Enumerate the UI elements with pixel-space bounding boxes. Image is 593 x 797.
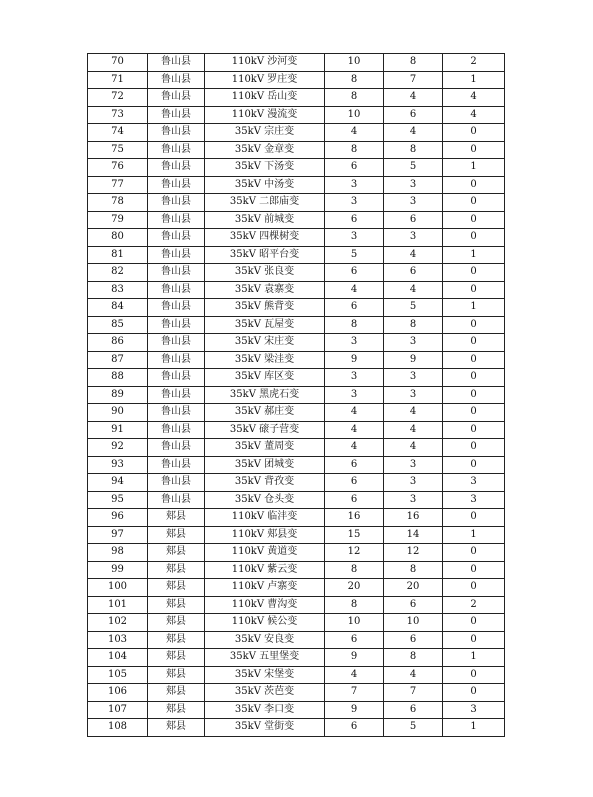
county-cell: 鲁山县 (148, 159, 205, 177)
value-c-cell: 1 (443, 246, 505, 264)
row-number-cell: 103 (88, 631, 148, 649)
substation-cell: 35kV 二郎庙变 (205, 194, 325, 212)
value-b-cell: 20 (384, 579, 443, 597)
value-b-cell: 5 (384, 159, 443, 177)
value-b-cell: 3 (384, 456, 443, 474)
table-row (88, 124, 505, 142)
value-a-cell: 16 (325, 509, 384, 527)
county-cell: 郏县 (148, 596, 205, 614)
substation-cell: 35kV 仓头变 (205, 491, 325, 509)
row-number-cell: 99 (88, 561, 148, 579)
substation-cell: 35kV 梁洼变 (205, 351, 325, 369)
value-a-cell: 10 (325, 54, 384, 72)
value-b-cell: 3 (384, 474, 443, 492)
substation-cell: 110kV 候公变 (205, 614, 325, 632)
table-row (88, 369, 505, 387)
value-c-cell: 0 (443, 509, 505, 527)
substation-cell: 35kV 袁寨变 (205, 281, 325, 299)
county-cell: 郏县 (148, 666, 205, 684)
row-number-cell: 75 (88, 141, 148, 159)
value-c-cell: 0 (443, 544, 505, 562)
value-c-cell: 4 (443, 106, 505, 124)
row-number-cell: 82 (88, 264, 148, 282)
row-number-cell: 98 (88, 544, 148, 562)
value-b-cell: 6 (384, 264, 443, 282)
substation-cell: 35kV 安良变 (205, 631, 325, 649)
value-a-cell: 6 (325, 719, 384, 737)
table-row (88, 386, 505, 404)
value-c-cell: 0 (443, 281, 505, 299)
value-a-cell: 6 (325, 491, 384, 509)
value-c-cell: 0 (443, 666, 505, 684)
table-row (88, 194, 505, 212)
value-a-cell: 5 (325, 246, 384, 264)
table-row (88, 334, 505, 352)
value-b-cell: 4 (384, 666, 443, 684)
table-row (88, 246, 505, 264)
table-row (88, 631, 505, 649)
value-c-cell: 2 (443, 54, 505, 72)
table-row (88, 579, 505, 597)
county-cell: 鲁山县 (148, 54, 205, 72)
row-number-cell: 81 (88, 246, 148, 264)
value-b-cell: 7 (384, 684, 443, 702)
value-a-cell: 6 (325, 159, 384, 177)
value-b-cell: 16 (384, 509, 443, 527)
table-row (88, 89, 505, 107)
table-row (88, 176, 505, 194)
row-number-cell: 94 (88, 474, 148, 492)
value-c-cell: 1 (443, 71, 505, 89)
value-c-cell: 0 (443, 316, 505, 334)
value-a-cell: 6 (325, 474, 384, 492)
county-cell: 鲁山县 (148, 351, 205, 369)
value-c-cell: 0 (443, 124, 505, 142)
county-cell: 鲁山县 (148, 369, 205, 387)
row-number-cell: 79 (88, 211, 148, 229)
value-a-cell: 4 (325, 281, 384, 299)
county-cell: 鲁山县 (148, 176, 205, 194)
value-b-cell: 3 (384, 369, 443, 387)
row-number-cell: 73 (88, 106, 148, 124)
row-number-cell: 71 (88, 71, 148, 89)
row-number-cell: 95 (88, 491, 148, 509)
substation-cell: 35kV 黑虎石变 (205, 386, 325, 404)
table-row (88, 456, 505, 474)
value-b-cell: 6 (384, 701, 443, 719)
county-cell: 郏县 (148, 701, 205, 719)
substation-cell: 35kV 库区变 (205, 369, 325, 387)
table-row (88, 701, 505, 719)
value-b-cell: 6 (384, 106, 443, 124)
value-c-cell: 3 (443, 474, 505, 492)
value-a-cell: 4 (325, 124, 384, 142)
value-c-cell: 3 (443, 491, 505, 509)
value-c-cell: 0 (443, 141, 505, 159)
table-row (88, 71, 505, 89)
value-c-cell: 0 (443, 176, 505, 194)
value-a-cell: 6 (325, 456, 384, 474)
row-number-cell: 88 (88, 369, 148, 387)
county-cell: 鲁山县 (148, 421, 205, 439)
value-a-cell: 6 (325, 299, 384, 317)
county-cell: 鲁山县 (148, 439, 205, 457)
value-b-cell: 5 (384, 299, 443, 317)
row-number-cell: 89 (88, 386, 148, 404)
value-a-cell: 4 (325, 666, 384, 684)
county-cell: 鲁山县 (148, 316, 205, 334)
table-row (88, 439, 505, 457)
value-c-cell: 0 (443, 194, 505, 212)
table-row (88, 596, 505, 614)
county-cell: 鲁山县 (148, 264, 205, 282)
value-c-cell: 0 (443, 439, 505, 457)
substation-cell: 35kV 熊背变 (205, 299, 325, 317)
table-row (88, 141, 505, 159)
table-row (88, 54, 505, 72)
value-c-cell: 0 (443, 614, 505, 632)
substation-cell: 35kV 背孜变 (205, 474, 325, 492)
value-c-cell: 0 (443, 561, 505, 579)
table-row (88, 526, 505, 544)
value-b-cell: 4 (384, 439, 443, 457)
value-b-cell: 8 (384, 316, 443, 334)
value-b-cell: 4 (384, 404, 443, 422)
value-a-cell: 8 (325, 561, 384, 579)
value-c-cell: 0 (443, 264, 505, 282)
row-number-cell: 80 (88, 229, 148, 247)
substation-cell: 35kV 张良变 (205, 264, 325, 282)
table-row (88, 491, 505, 509)
row-number-cell: 83 (88, 281, 148, 299)
substation-cell: 35kV 董周变 (205, 439, 325, 457)
value-b-cell: 6 (384, 596, 443, 614)
county-cell: 郏县 (148, 561, 205, 579)
county-cell: 郏县 (148, 509, 205, 527)
substation-cell: 110kV 卢寨变 (205, 579, 325, 597)
row-number-cell: 106 (88, 684, 148, 702)
substation-cell: 110kV 郏县变 (205, 526, 325, 544)
value-b-cell: 3 (384, 386, 443, 404)
row-number-cell: 86 (88, 334, 148, 352)
table-row (88, 159, 505, 177)
value-a-cell: 3 (325, 334, 384, 352)
value-b-cell: 3 (384, 176, 443, 194)
county-cell: 鲁山县 (148, 124, 205, 142)
substation-cell: 110kV 岳山变 (205, 89, 325, 107)
value-a-cell: 8 (325, 316, 384, 334)
row-number-cell: 105 (88, 666, 148, 684)
row-number-cell: 101 (88, 596, 148, 614)
county-cell: 郏县 (148, 631, 205, 649)
table-row (88, 299, 505, 317)
table-row (88, 229, 505, 247)
row-number-cell: 93 (88, 456, 148, 474)
value-c-cell: 0 (443, 229, 505, 247)
substation-cell: 35kV 五里堡变 (205, 649, 325, 667)
county-cell: 鲁山县 (148, 456, 205, 474)
county-cell: 鲁山县 (148, 404, 205, 422)
county-cell: 鲁山县 (148, 71, 205, 89)
value-b-cell: 4 (384, 124, 443, 142)
value-c-cell: 0 (443, 631, 505, 649)
row-number-cell: 85 (88, 316, 148, 334)
row-number-cell: 97 (88, 526, 148, 544)
value-c-cell: 1 (443, 159, 505, 177)
table-row (88, 544, 505, 562)
substation-cell: 110kV 罗庄变 (205, 71, 325, 89)
value-b-cell: 6 (384, 211, 443, 229)
county-cell: 鲁山县 (148, 246, 205, 264)
value-a-cell: 6 (325, 264, 384, 282)
value-c-cell: 1 (443, 649, 505, 667)
value-a-cell: 7 (325, 684, 384, 702)
county-cell: 郏县 (148, 579, 205, 597)
value-c-cell: 1 (443, 299, 505, 317)
value-a-cell: 3 (325, 194, 384, 212)
substation-cell: 35kV 宋堡变 (205, 666, 325, 684)
value-a-cell: 3 (325, 386, 384, 404)
value-c-cell: 0 (443, 351, 505, 369)
value-b-cell: 3 (384, 334, 443, 352)
county-cell: 鲁山县 (148, 141, 205, 159)
substation-cell: 35kV 李口变 (205, 701, 325, 719)
value-c-cell: 0 (443, 211, 505, 229)
table-row (88, 211, 505, 229)
value-a-cell: 3 (325, 229, 384, 247)
row-number-cell: 90 (88, 404, 148, 422)
value-a-cell: 6 (325, 211, 384, 229)
table-row (88, 106, 505, 124)
substation-table (87, 53, 505, 737)
value-a-cell: 10 (325, 106, 384, 124)
substation-cell: 35kV 郝庄变 (205, 404, 325, 422)
table-row (88, 264, 505, 282)
value-c-cell: 0 (443, 579, 505, 597)
substation-cell: 35kV 中汤变 (205, 176, 325, 194)
value-a-cell: 4 (325, 421, 384, 439)
value-c-cell: 0 (443, 421, 505, 439)
county-cell: 郏县 (148, 719, 205, 737)
value-c-cell: 1 (443, 526, 505, 544)
county-cell: 鲁山县 (148, 386, 205, 404)
row-number-cell: 107 (88, 701, 148, 719)
county-cell: 鲁山县 (148, 229, 205, 247)
substation-cell: 35kV 瓦屋变 (205, 316, 325, 334)
value-a-cell: 9 (325, 701, 384, 719)
row-number-cell: 70 (88, 54, 148, 72)
county-cell: 郏县 (148, 544, 205, 562)
value-c-cell: 4 (443, 89, 505, 107)
row-number-cell: 92 (88, 439, 148, 457)
county-cell: 鲁山县 (148, 106, 205, 124)
county-cell: 鲁山县 (148, 194, 205, 212)
value-b-cell: 10 (384, 614, 443, 632)
row-number-cell: 102 (88, 614, 148, 632)
substation-cell: 110kV 黄道变 (205, 544, 325, 562)
county-cell: 郏县 (148, 526, 205, 544)
table-row (88, 281, 505, 299)
value-a-cell: 3 (325, 369, 384, 387)
substation-cell: 35kV 金章变 (205, 141, 325, 159)
value-c-cell: 0 (443, 684, 505, 702)
row-number-cell: 87 (88, 351, 148, 369)
value-a-cell: 8 (325, 141, 384, 159)
value-a-cell: 15 (325, 526, 384, 544)
value-b-cell: 3 (384, 491, 443, 509)
county-cell: 郏县 (148, 649, 205, 667)
table-row (88, 561, 505, 579)
value-a-cell: 8 (325, 89, 384, 107)
value-a-cell: 9 (325, 649, 384, 667)
substation-cell: 110kV 紫云变 (205, 561, 325, 579)
value-a-cell: 12 (325, 544, 384, 562)
table-row (88, 666, 505, 684)
value-b-cell: 4 (384, 89, 443, 107)
value-c-cell: 1 (443, 719, 505, 737)
table-row (88, 404, 505, 422)
substation-cell: 35kV 下汤变 (205, 159, 325, 177)
value-b-cell: 3 (384, 194, 443, 212)
row-number-cell: 91 (88, 421, 148, 439)
substation-cell: 35kV 磙子营变 (205, 421, 325, 439)
value-b-cell: 9 (384, 351, 443, 369)
value-a-cell: 10 (325, 614, 384, 632)
substation-cell: 35kV 宗庄变 (205, 124, 325, 142)
county-cell: 郏县 (148, 684, 205, 702)
row-number-cell: 77 (88, 176, 148, 194)
value-a-cell: 9 (325, 351, 384, 369)
value-b-cell: 8 (384, 141, 443, 159)
row-number-cell: 104 (88, 649, 148, 667)
substation-cell: 110kV 曹沟变 (205, 596, 325, 614)
value-b-cell: 6 (384, 631, 443, 649)
row-number-cell: 108 (88, 719, 148, 737)
value-b-cell: 14 (384, 526, 443, 544)
value-a-cell: 8 (325, 71, 384, 89)
value-a-cell: 4 (325, 404, 384, 422)
table-row (88, 719, 505, 737)
value-c-cell: 0 (443, 334, 505, 352)
county-cell: 鲁山县 (148, 491, 205, 509)
value-c-cell: 3 (443, 701, 505, 719)
value-c-cell: 0 (443, 386, 505, 404)
county-cell: 鲁山县 (148, 334, 205, 352)
county-cell: 鲁山县 (148, 89, 205, 107)
substation-cell: 110kV 漫流变 (205, 106, 325, 124)
value-a-cell: 8 (325, 596, 384, 614)
value-a-cell: 20 (325, 579, 384, 597)
row-number-cell: 78 (88, 194, 148, 212)
table-row (88, 509, 505, 527)
table-body (88, 54, 505, 737)
value-b-cell: 5 (384, 719, 443, 737)
substation-cell: 35kV 前城变 (205, 211, 325, 229)
value-b-cell: 8 (384, 561, 443, 579)
table-row (88, 474, 505, 492)
substation-cell: 35kV 昭平台变 (205, 246, 325, 264)
value-b-cell: 8 (384, 54, 443, 72)
value-a-cell: 4 (325, 439, 384, 457)
value-c-cell: 0 (443, 369, 505, 387)
value-b-cell: 8 (384, 649, 443, 667)
table-row (88, 684, 505, 702)
value-b-cell: 12 (384, 544, 443, 562)
county-cell: 鲁山县 (148, 281, 205, 299)
table-row (88, 421, 505, 439)
substation-cell: 35kV 宋庄变 (205, 334, 325, 352)
value-b-cell: 4 (384, 281, 443, 299)
table-row (88, 351, 505, 369)
value-c-cell: 2 (443, 596, 505, 614)
value-a-cell: 3 (325, 176, 384, 194)
row-number-cell: 84 (88, 299, 148, 317)
value-c-cell: 0 (443, 456, 505, 474)
row-number-cell: 76 (88, 159, 148, 177)
row-number-cell: 100 (88, 579, 148, 597)
value-b-cell: 4 (384, 246, 443, 264)
value-b-cell: 3 (384, 229, 443, 247)
table-row (88, 316, 505, 334)
table-row (88, 649, 505, 667)
row-number-cell: 74 (88, 124, 148, 142)
substation-cell: 110kV 沙河变 (205, 54, 325, 72)
value-c-cell: 0 (443, 404, 505, 422)
substation-cell: 35kV 团城变 (205, 456, 325, 474)
value-b-cell: 4 (384, 421, 443, 439)
county-cell: 鲁山县 (148, 299, 205, 317)
substation-cell: 110kV 临沣变 (205, 509, 325, 527)
substation-cell: 35kV 堂街变 (205, 719, 325, 737)
county-cell: 鲁山县 (148, 474, 205, 492)
county-cell: 郏县 (148, 614, 205, 632)
substation-cell: 35kV 茨芭变 (205, 684, 325, 702)
value-b-cell: 7 (384, 71, 443, 89)
value-a-cell: 6 (325, 631, 384, 649)
table-row (88, 614, 505, 632)
county-cell: 鲁山县 (148, 211, 205, 229)
row-number-cell: 96 (88, 509, 148, 527)
substation-cell: 35kV 四棵树变 (205, 229, 325, 247)
row-number-cell: 72 (88, 89, 148, 107)
